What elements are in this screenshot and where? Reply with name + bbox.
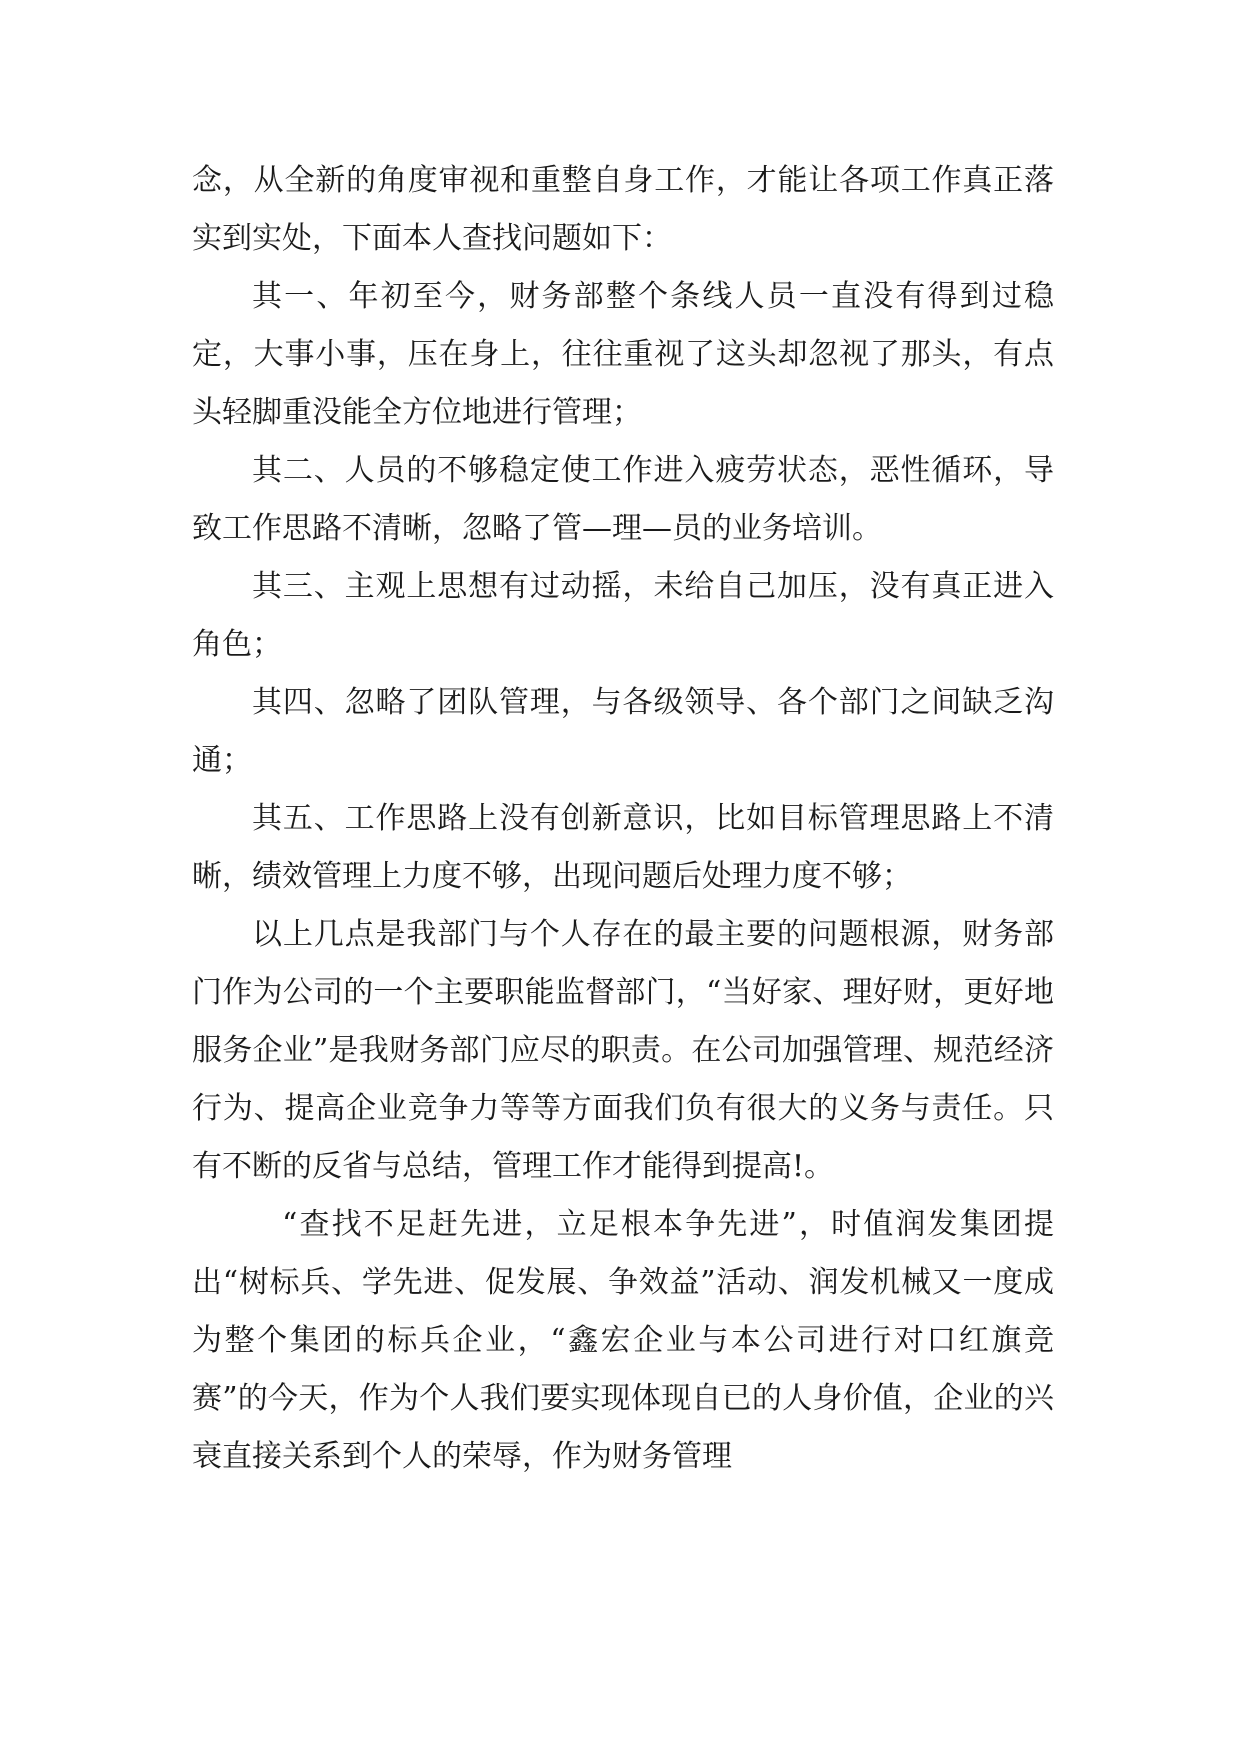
paragraph-issue-2: 其二、人员的不够稳定使工作进入疲劳状态，恶性循环，导致工作思路不清晰，忽略了管—理—员的业务培训。: [192, 453, 1054, 546]
paragraph-continuation: 念，从全新的角度审视和重整自身工作，才能让各项工作真正落实到实处，下面本人查找问题如下：: [192, 163, 1054, 256]
paragraph-issue-3: 其三、主观上思想有过动摇，未给自己加压，没有真正进入角色；: [192, 569, 1054, 662]
paragraph-campaign: “查找不足赶先进，立足根本争先进”，时值润发集团提出“树标兵、学先进、促发展、争效益”活动、润发机械又一度成为整个集团的标兵企业，“鑫宏企业与本公司进行对口红旗竞赛”的今天，作为个人我们要实现体现自已的人身价值，企业的兴衰直接关系到个人的荣辱，作为财务管理: [192, 1207, 1054, 1474]
paragraph-issue-4: 其四、忽略了团队管理，与各级领导、各个部门之间缺乏沟通；: [192, 685, 1054, 778]
paragraph-issue-5: 其五、工作思路上没有创新意识，比如目标管理思路上不清晰，绩效管理上力度不够，出现问题后处理力度不够；: [192, 801, 1054, 894]
paragraph-issue-1: 其一、年初至今，财务部整个条线人员一直没有得到过稳定，大事小事，压在身上，往往重视了这头却忽视了那头，有点头轻脚重没能全方位地进行管理；: [192, 279, 1054, 430]
paragraph-summary: 以上几点是我部门与个人存在的最主要的问题根源，财务部门作为公司的一个主要职能监督部门，“当好家、理好财，更好地服务企业”是我财务部门应尽的职责。在公司加强管理、规范经济行为、提高企业竞争力等等方面我们负有很大的义务与责任。只有不断的反省与总结，管理工作才能得到提高!。: [192, 917, 1054, 1184]
document-body: [192, 152, 1054, 1486]
